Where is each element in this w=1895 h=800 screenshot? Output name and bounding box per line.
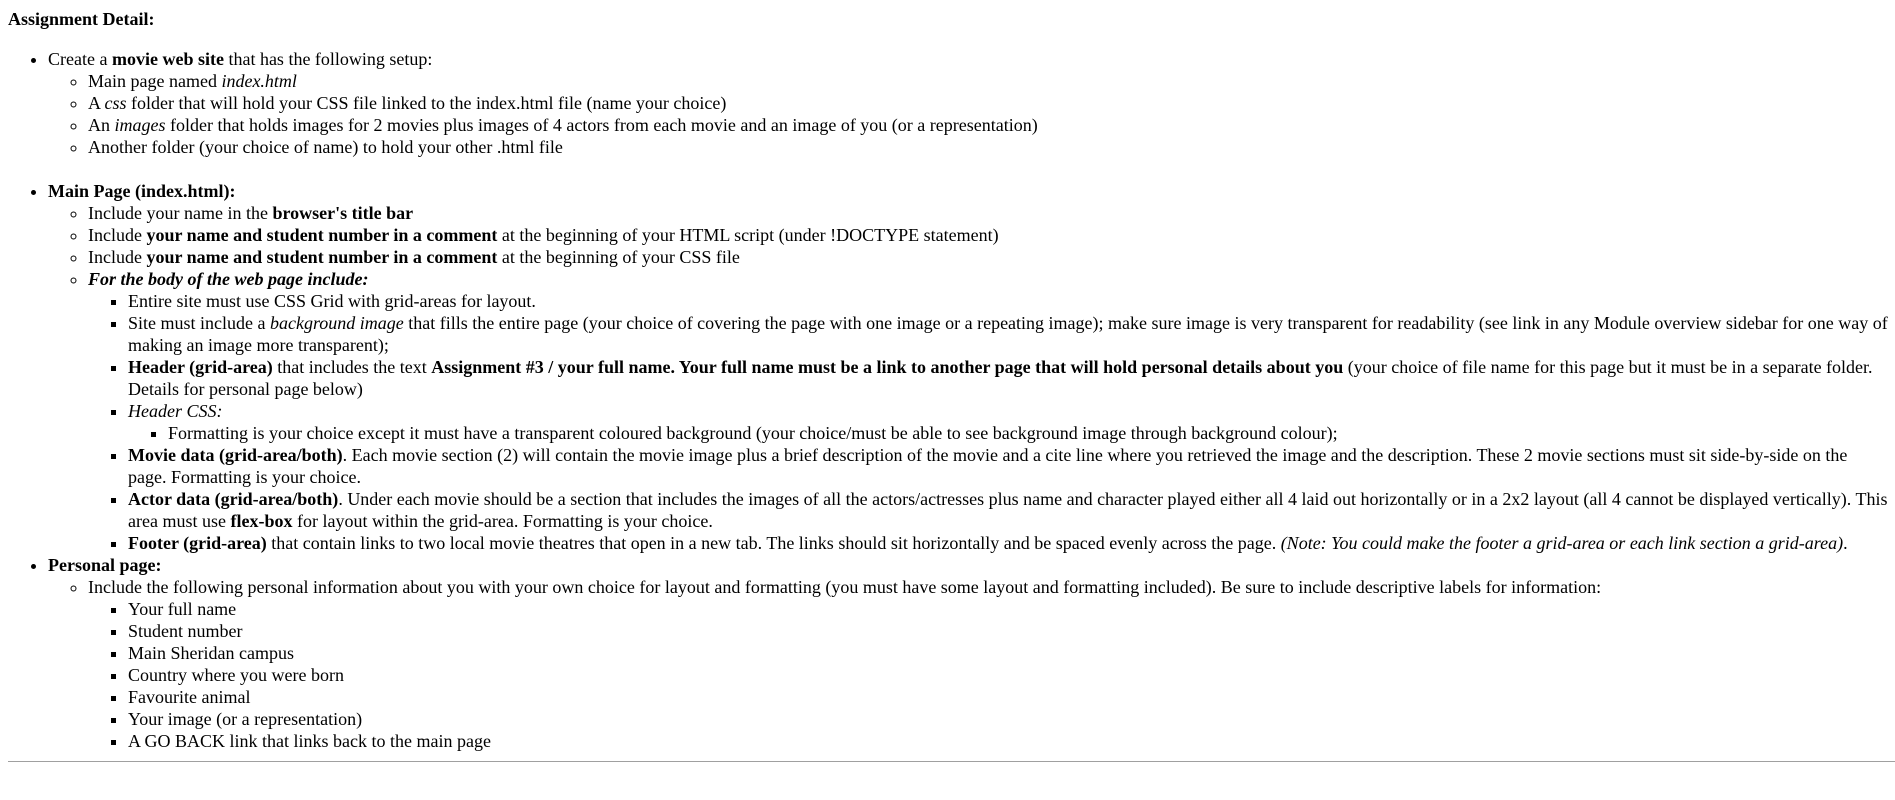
background-text-1: Site must include a — [128, 313, 270, 333]
grid-text: Entire site must use CSS Grid with grid-areas for layout. — [128, 291, 536, 311]
background-text-2: that fills the entire page (your choice of covering the page with one image or a repeating image); make sure image is very transparent for readability (see link in any Module overview sidebar for one way of making an image more transparent); — [128, 313, 1888, 355]
personal-page-sublist — [48, 576, 1888, 752]
list-item-personal-intro — [88, 576, 1888, 752]
list-item-header-css — [128, 400, 1888, 444]
list-item: ▪ A GO BACK link that links back to the main page — [128, 730, 1888, 752]
images-folder-name: images — [114, 115, 166, 135]
actor-text-2: for layout within the grid-area. Formatting is your choice. — [292, 511, 713, 531]
list-item-setup — [48, 48, 1888, 158]
header-css-label: Header CSS: — [128, 401, 223, 421]
list-item-html-comment — [88, 224, 1888, 246]
setup-sublist — [48, 70, 1888, 158]
header-text-1: that includes the text — [272, 357, 432, 377]
background-italic: background image — [269, 313, 404, 333]
movie-text: . Each movie section (2) will contain the movie image plus a brief description of the movie and a cite line where you retrieved the image and the description. These 2 movie sections must sit side-by-side on the page. Formatting is your choice. — [128, 445, 1848, 487]
footer-text-2: . — [1843, 533, 1848, 553]
css-folder-text-1: A — [88, 93, 105, 113]
footer-bold: Footer (grid-area) — [128, 533, 267, 553]
personal-info-list — [88, 598, 1888, 752]
list-item-background — [128, 312, 1888, 356]
personal-page-heading: Personal page: — [48, 555, 162, 575]
personal-intro-text: Include the following personal information about you with your own choice for layout and formatting (you must have some layout and formatting included). Be sure to include descriptive labels for information: — [88, 577, 1602, 597]
header-text-2: (your choice of file name for this page but it must be in a separate folder. Details for personal page below) — [128, 357, 1873, 399]
main-page-text: Main page named — [88, 71, 222, 91]
list-item-main-page-name — [88, 70, 1888, 92]
page-heading: Assignment Detail: — [8, 9, 155, 29]
actor-bold-1: Actor data (grid-area/both) — [128, 489, 339, 509]
list-item-images-folder — [88, 114, 1888, 136]
css-folder-text-2: folder that will hold your CSS file linked to the index.html file (name your choice) — [126, 93, 727, 113]
list-item-grid — [128, 290, 1888, 312]
list-item-title-bar — [88, 202, 1888, 224]
list-item-css-comment — [88, 246, 1888, 268]
title-bar-text: Include your name in the — [88, 203, 273, 223]
horizontal-rule — [8, 761, 1895, 762]
setup-text-1: Create a — [48, 49, 112, 69]
list-item-footer — [128, 532, 1888, 554]
body-sublist — [88, 290, 1888, 554]
main-page-sublist — [48, 202, 1888, 554]
list-item-personal-page — [48, 554, 1888, 752]
html-comment-text-1: Include — [88, 225, 147, 245]
list-item-body — [88, 268, 1888, 554]
other-folder-text: Another folder (your choice of name) to hold your other .html file — [88, 137, 563, 157]
header-bold-2: Assignment #3 / your full name. Your full name must be a link to another page that will hold personal details about you — [431, 357, 1344, 377]
setup-text-2: that has the following setup: — [223, 49, 433, 69]
list-item-main-page — [48, 180, 1888, 554]
title-bar-bold: browser's title bar — [272, 203, 414, 223]
list-item-actor-data — [128, 488, 1888, 532]
html-comment-bold: your name and student number in a comment — [146, 225, 498, 245]
main-page-filename: index.html — [221, 71, 297, 91]
setup-bold: movie web site — [111, 49, 224, 69]
header-css-sublist — [128, 422, 1888, 444]
list-item: ▪ Main Sheridan campus — [128, 642, 1888, 664]
footer-text-1: that contain links to two local movie theatres that open in a new tab. The links should sit horizontally and be spaced evenly across the page. — [266, 533, 1281, 553]
actor-bold-2: flex-box — [230, 511, 293, 531]
list-item-other-folder — [88, 136, 1888, 158]
list-item-movie-data — [128, 444, 1888, 488]
body-heading: For the body of the web page include: — [88, 269, 369, 289]
actor-text-1: . Under each movie should be a section that includes the images of all the actors/actresses plus name and character played either all 4 laid out horizontally or in a 2x2 layout (all 4 cannot be displayed vertically). This area must use — [128, 489, 1888, 531]
header-bold-1: Header (grid-area) — [128, 357, 273, 377]
list-item: ▪ Your full name — [128, 598, 1888, 620]
css-comment-text-2: at the beginning of your CSS file — [497, 247, 740, 267]
css-folder-name: css — [104, 93, 127, 113]
list-item: ▪ Favourite animal — [128, 686, 1888, 708]
css-comment-text-1: Include — [88, 247, 147, 267]
main-page-heading: Main Page (index.html): — [48, 181, 236, 201]
images-folder-text-2: folder that holds images for 2 movies plus images of 4 actors from each movie and an image of you (or a representation) — [165, 115, 1038, 135]
list-item: ▪ Country where you were born — [128, 664, 1888, 686]
list-item: ▪ Your image (or a representation) — [128, 708, 1888, 730]
list-item: ▪ Student number — [128, 620, 1888, 642]
images-folder-text-1: An — [88, 115, 115, 135]
html-comment-text-2: at the beginning of your HTML script (under !DOCTYPE statement) — [497, 225, 999, 245]
list-item-css-folder — [88, 92, 1888, 114]
header-formatting-text: Formatting is your choice except it must have a transparent coloured background (your choice/must be able to see background image through background colour); — [168, 423, 1338, 443]
list-item-header — [128, 356, 1888, 400]
assignment-list — [8, 48, 1888, 752]
movie-bold: Movie data (grid-area/both) — [128, 445, 343, 465]
footer-italic: (Note: You could make the footer a grid-area or each link section a grid-area) — [1280, 533, 1844, 553]
css-comment-bold: your name and student number in a comment — [146, 247, 498, 267]
list-item-header-formatting — [168, 422, 1888, 444]
